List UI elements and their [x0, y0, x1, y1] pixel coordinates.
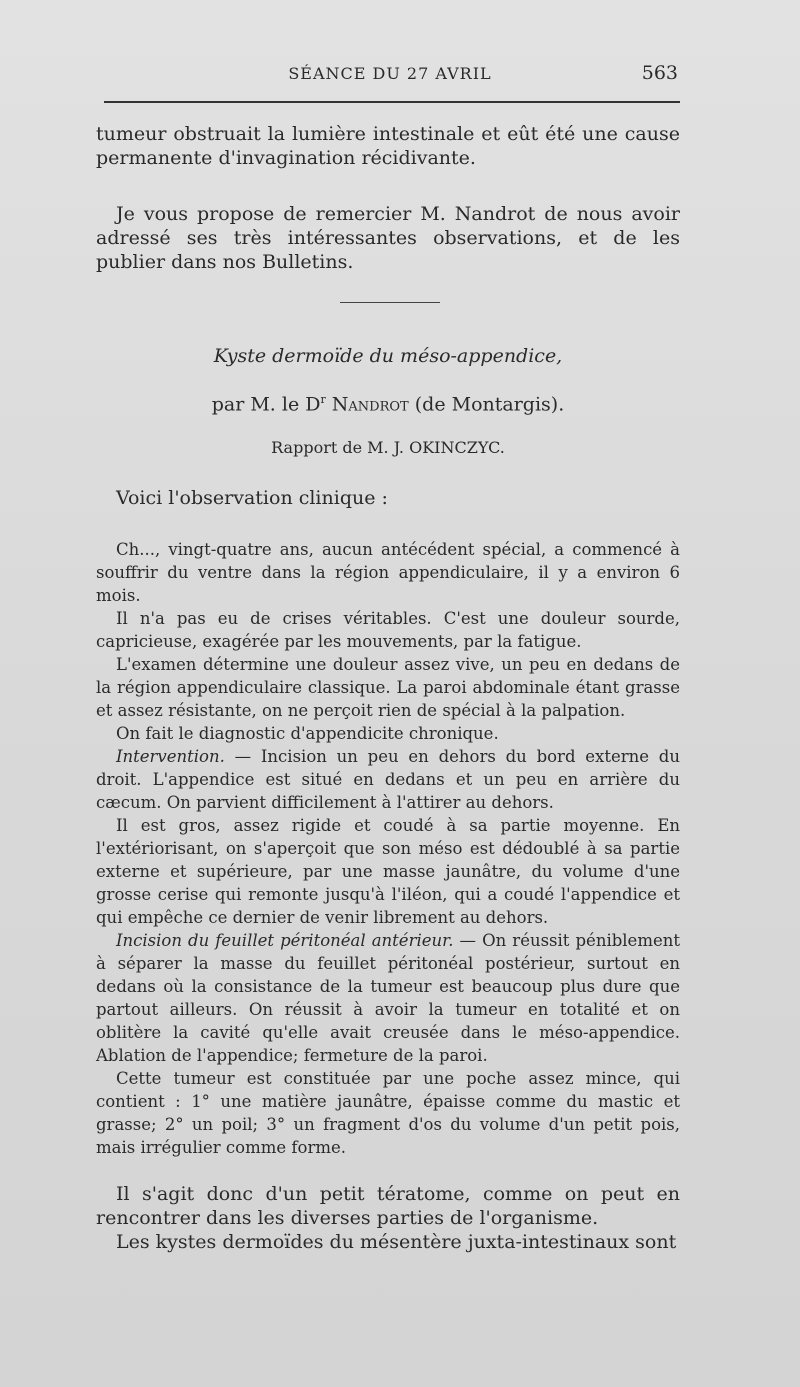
running-title: SÉANCE DU 27 AVRIL	[288, 64, 492, 83]
observation-label-incision: Incision du feuillet péritonéal antérieur.	[116, 931, 454, 950]
observation-paragraph-1: Ch..., vingt-quatre ans, aucun antécédent spécial, a commencé à souffrir du ventre dans la région appendiculaire, il y a environ 6 mois.	[96, 540, 680, 605]
observation-paragraph-8: Cette tumeur est constituée par une poche assez mince, qui contient : 1° une matière jaunâtre, épaisse comme du mastic et grasse; 2° un poil; 3° un fragment d'os du volume d'un petit pois, mais irrégulier comme forme.	[96, 1069, 680, 1157]
page-header	[96, 60, 684, 90]
observation-paragraph-7	[96, 929, 680, 1067]
observation-paragraph-7-text: — On réussit péniblement à séparer la masse du feuillet péritonéal postérieur, surtout en dedans où la consistance de la tumeur est beaucoup plus dure que partout ailleurs. On réussit à avoir la tumeur en totalité et on oblitère la cavité qu'elle avait creusée dans le méso-appendice. Ablation de l'appendice; fermeture de la paroi.	[96, 931, 680, 1065]
intro-text	[96, 122, 680, 170]
article-title-text: Kyste dermoïde du méso-appendice,	[213, 345, 563, 367]
observation-paragraph-5-text: — Incision un peu en dehors du bord externe du droit. L'appendice est situé en dedans et un peu en arrière du cæcum. On parvient difficilement à l'attirer au dehors.	[96, 747, 680, 812]
author-suffix: (de Montargis).	[408, 393, 565, 416]
intro-paragraph-2: Je vous propose de remercier M. Nandrot de nous avoir adressé ses très intéressantes observations, et de les publier dans nos Bulletins.	[96, 203, 680, 273]
intro-paragraph-1: tumeur obstruait la lumière intestinale et eût été une cause permanente d'invagination récidivante.	[96, 123, 680, 169]
observation-text	[96, 538, 680, 1159]
observation-paragraph-4: On fait le diagnostic d'appendicite chronique.	[116, 724, 499, 743]
lead-line	[96, 486, 680, 510]
intro-text-2	[96, 202, 680, 274]
lead-text: Voici l'observation clinique :	[116, 487, 388, 509]
conclusion-text	[96, 1182, 680, 1254]
author-sup: r	[320, 393, 326, 406]
conclusion-paragraph-2: Les kystes dermoïdes du mésentère juxta-intestinaux sont	[116, 1231, 677, 1253]
header-rule	[104, 101, 680, 103]
report-text: Rapport de M. J. OKINCZYC.	[271, 438, 505, 457]
author-name: Nandrot	[331, 393, 409, 416]
observation-paragraph-5	[96, 745, 680, 814]
observation-label-intervention: Intervention.	[116, 747, 225, 766]
observation-paragraph-3: L'examen détermine une douleur assez vive, un peu en dedans de la région appendiculaire classique. La paroi abdominale étant grasse et assez résistante, on ne perçoit rien de spécial à la palpation.	[96, 655, 680, 720]
author-prefix: par M. le D	[211, 393, 321, 416]
conclusion-paragraph-1: Il s'agit donc d'un petit tératome, comme on peut en rencontrer dans les diverses parties de l'organisme.	[96, 1183, 680, 1229]
report-line	[96, 436, 680, 460]
observation-paragraph-6: Il est gros, assez rigide et coudé à sa partie moyenne. En l'extériorisant, on s'aperçoit que son méso est dédoublé à sa partie externe et supérieure, par une masse jaunâtre, du volume d'une grosse cerise qui remonte jusqu'à l'iléon, qui a coudé l'appendice et qui empêche ce dernier de venir librement au dehors.	[96, 816, 680, 927]
article-title	[96, 344, 680, 368]
section-separator	[340, 302, 440, 303]
page-number: 563	[641, 62, 678, 84]
article-author	[96, 388, 680, 416]
observation-paragraph-2: Il n'a pas eu de crises véritables. C'est une douleur sourde, capricieuse, exagérée par les mouvements, par la fatigue.	[96, 609, 680, 651]
